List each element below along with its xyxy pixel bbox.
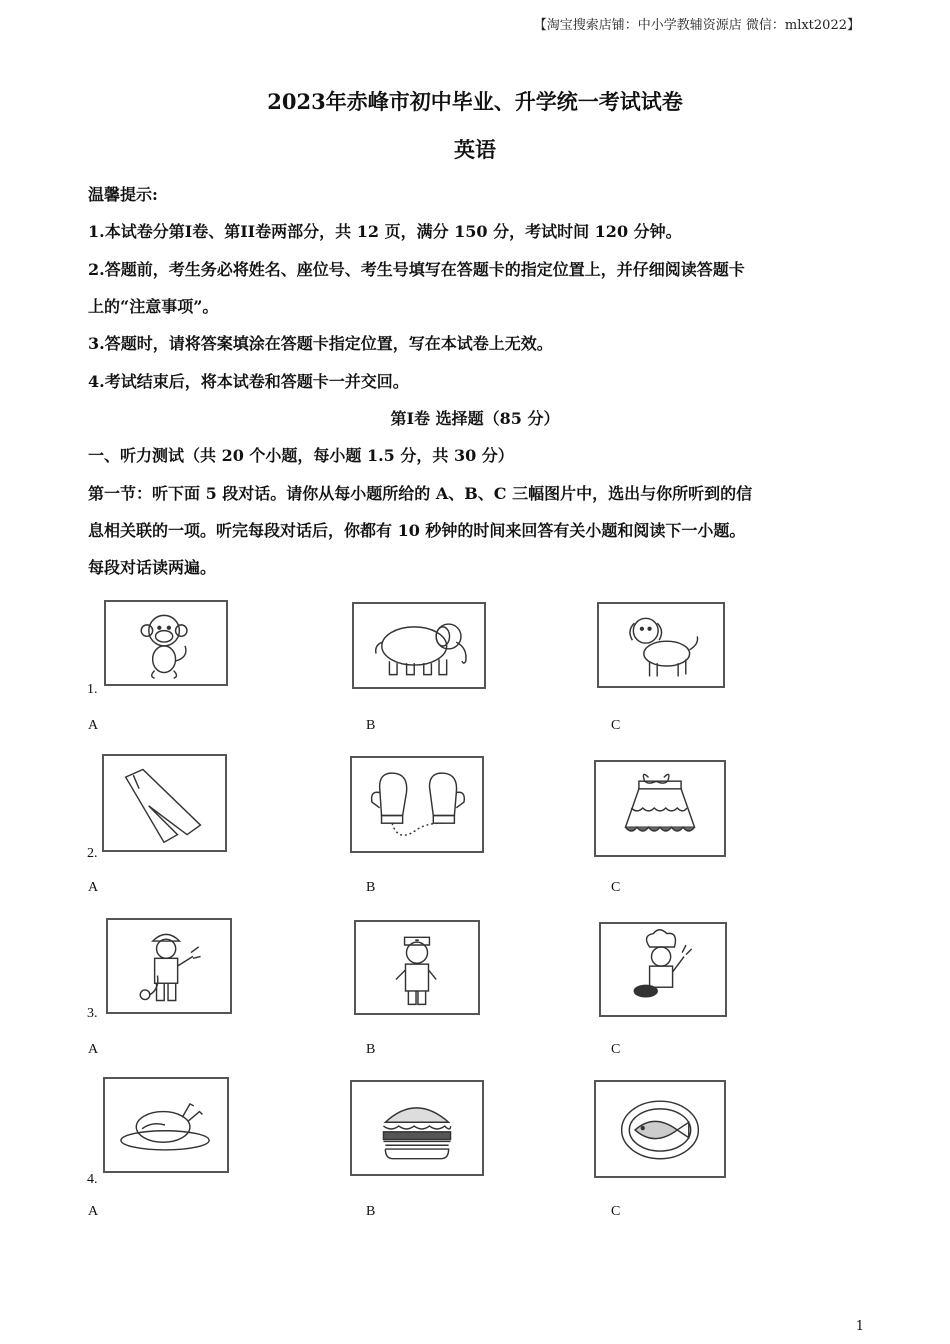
question-number: 2. xyxy=(87,846,98,861)
notice-item: 4.考试结束后，将本试卷和答题卡一并交回。 xyxy=(88,372,409,391)
header-watermark: 【淘宝搜索店铺：中小学教辅资源店 微信：mlxt2022】 xyxy=(533,18,860,33)
subject-title: 英语 xyxy=(454,137,496,162)
option-label: C xyxy=(611,1042,621,1057)
picture-cook xyxy=(599,922,727,1017)
gloves-icon xyxy=(352,758,482,851)
section1-instructions: 息相关联的一项。听完每段对话后，你都有 10 秒钟的时间来回答有关小题和阅读下一小题。 xyxy=(88,521,746,540)
section1-instructions: 第一节：听下面 5 段对话。请你从每小题所给的 A、B、C 三幅图片中，选出与你所听到的信 xyxy=(88,484,753,503)
skirt-icon xyxy=(596,762,724,855)
monkey-icon xyxy=(106,602,226,684)
picture-fish xyxy=(594,1080,726,1178)
option-label: A xyxy=(88,1042,99,1057)
doctor-icon xyxy=(356,922,478,1013)
option-label: A xyxy=(88,880,99,895)
chef-hat-icon xyxy=(601,924,725,1015)
option-label: A xyxy=(88,718,99,733)
picture-chicken xyxy=(103,1077,229,1173)
trousers-icon xyxy=(104,756,225,850)
firefighter-icon xyxy=(108,920,230,1012)
elephant-icon xyxy=(354,604,484,687)
notice-heading: 温馨提示: xyxy=(88,185,158,204)
part1-heading: 第I卷 选择题（85 分） xyxy=(390,409,560,428)
option-label: B xyxy=(366,1042,376,1057)
option-label: B xyxy=(366,1204,376,1219)
section1-heading: 一、听力测试（共 20 个小题，每小题 1.5 分，共 30 分） xyxy=(88,446,514,465)
option-label: C xyxy=(611,880,621,895)
picture-hamburger xyxy=(350,1080,484,1176)
exam-title: 2023年赤峰市初中毕业、升学统一考试试卷 xyxy=(267,89,683,114)
fish-icon xyxy=(596,1082,724,1176)
picture-doctor xyxy=(354,920,480,1015)
picture-firefighter xyxy=(106,918,232,1014)
picture-monkey xyxy=(104,600,228,686)
option-label: C xyxy=(611,718,621,733)
hamburger-icon xyxy=(352,1082,482,1174)
section1-instructions: 每段对话读两遍。 xyxy=(88,558,217,577)
option-label: B xyxy=(366,880,376,895)
notice-item: 3.答题时，请将答案填涂在答题卡指定位置，写在本试卷上无效。 xyxy=(88,334,553,353)
roast-chicken-icon xyxy=(105,1079,227,1171)
question-number: 3. xyxy=(87,1006,98,1021)
picture-elephant xyxy=(352,602,486,689)
picture-skirt xyxy=(594,760,726,857)
option-label: B xyxy=(366,718,376,733)
notice-item: 上的“注意事项”。 xyxy=(88,297,219,316)
page-number: 1 xyxy=(855,1319,864,1334)
dog-icon xyxy=(599,604,723,686)
option-label: A xyxy=(88,1204,99,1219)
picture-trousers xyxy=(102,754,227,852)
notice-item: 1.本试卷分第I卷、第II卷两部分，共 12 页，满分 150 分，考试时间 120 分钟。 xyxy=(88,222,682,241)
picture-dog xyxy=(597,602,725,688)
picture-gloves xyxy=(350,756,484,853)
option-label: C xyxy=(611,1204,621,1219)
notice-item: 2.答题前，考生务必将姓名、座位号、考生号填写在答题卡的指定位置上，并仔细阅读答题卡 xyxy=(88,260,745,279)
question-number: 1. xyxy=(87,682,98,697)
question-number: 4. xyxy=(87,1172,98,1187)
